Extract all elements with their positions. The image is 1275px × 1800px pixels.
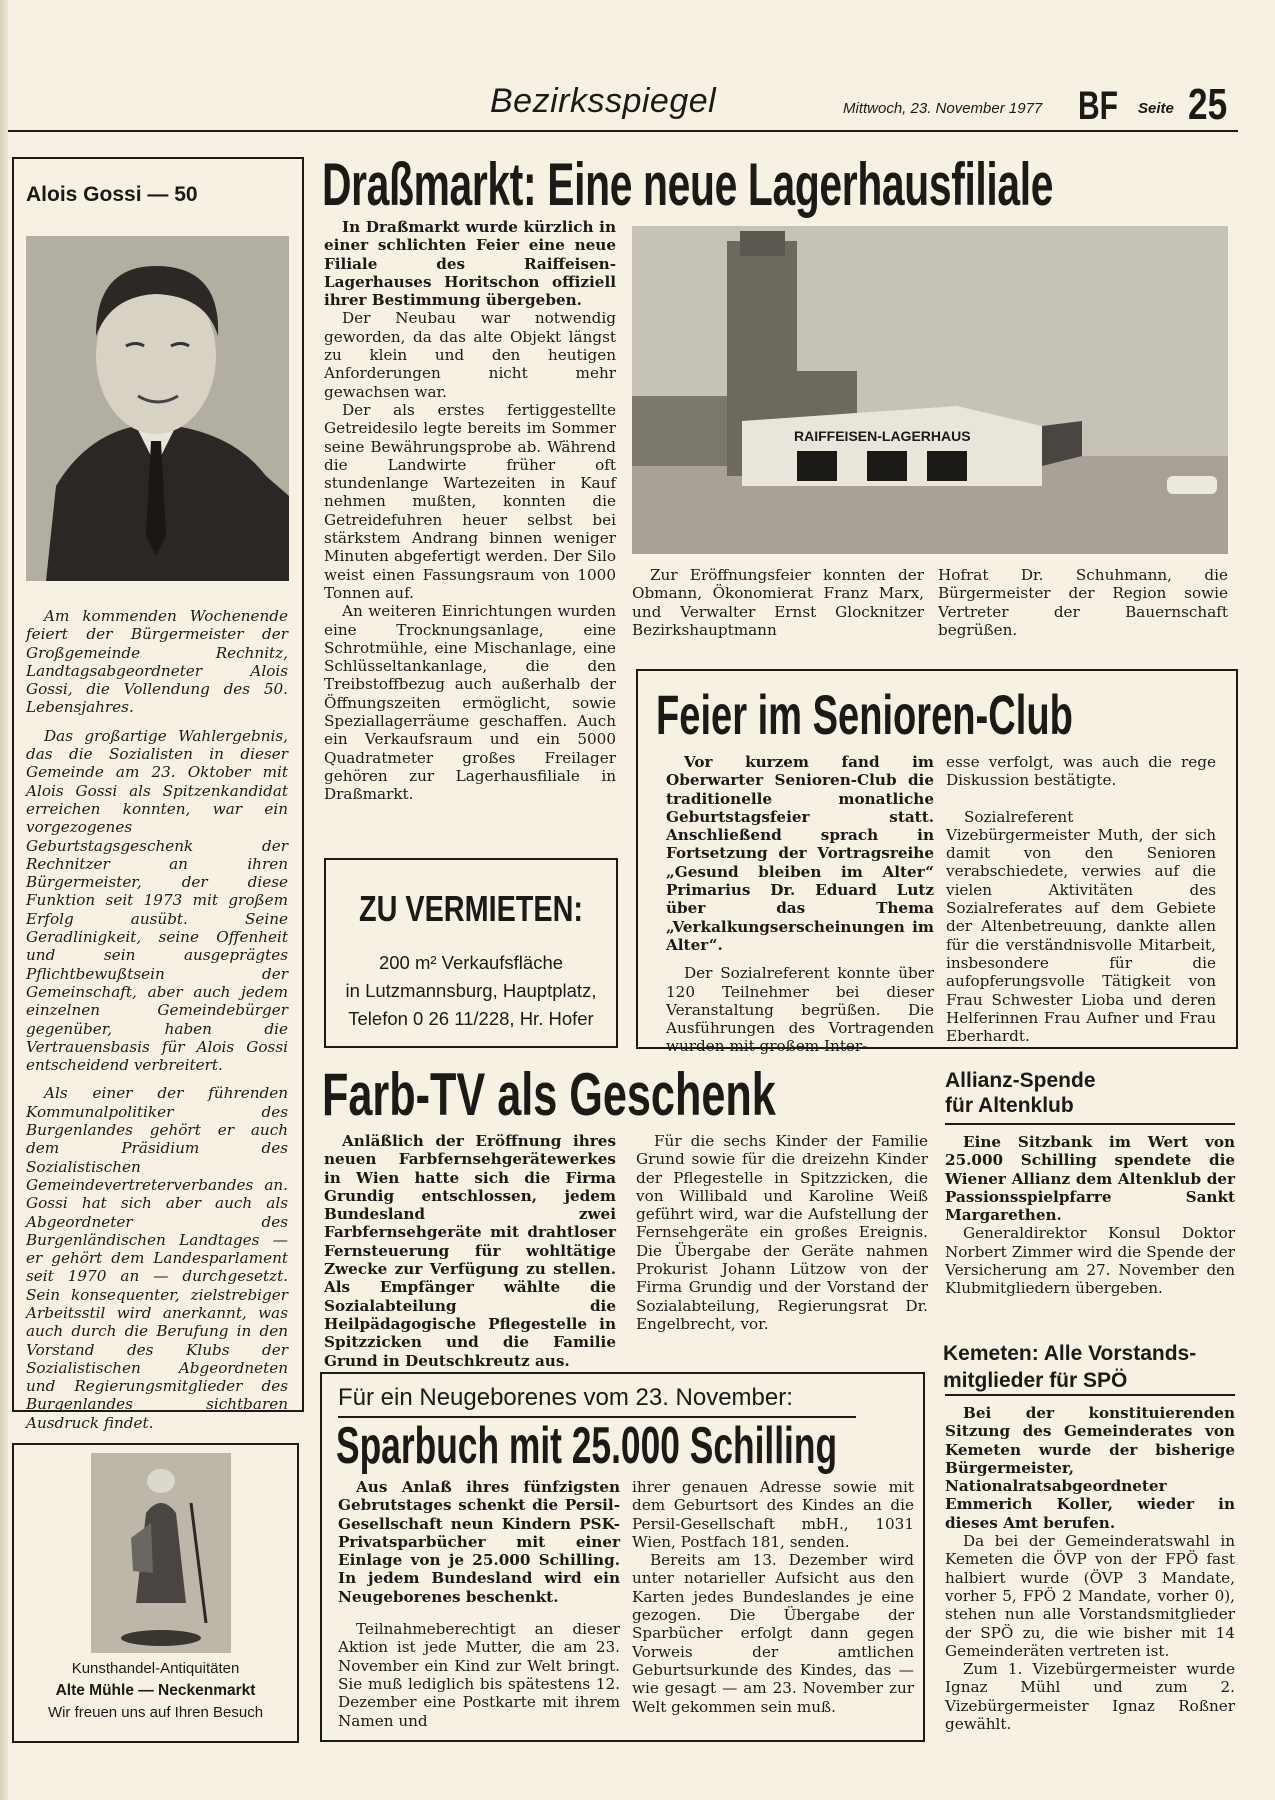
kemeten-paragraph: Da bei der Gemeinderatswahl in Kemeten die ÖVP von der FPÖ fast halbiert wurde (ÖVP 3 Mandate, vorher 5, FPÖ 2 Mandate, vorher 0), stehen nun alle Vorstandsmitglieder der SPÖ zu, die wie bisher mit 14 Gemeinderäten vertreten ist. bbox=[945, 1532, 1235, 1660]
kemeten-headline-line: mitglieder für SPÖ bbox=[943, 1369, 1128, 1392]
allianz-headline-line: für Altenklub bbox=[945, 1094, 1074, 1117]
sparbuch-paragraph-cont: ihrer genauen Adresse sowie mit dem Geburtsort des Kindes an die Persil-Gesellschaft mbH., 1031 Wien, Postfach 181, senden. bbox=[632, 1478, 914, 1551]
page-label: Seite bbox=[1138, 100, 1174, 117]
senioren-headline: Feier im Senioren-Club bbox=[656, 683, 1073, 746]
lagerhaus-illustration bbox=[632, 226, 1228, 554]
sparbuch-article-box bbox=[320, 1372, 925, 1742]
sparbuch-lead: Aus Anlaß ihres fünfzigsten Gebrutstages schenkt die Persil-Gesellschaft neun Kindern PSK-Privatsparbücher mit einer Einlage von je 25.000 Schilling. In jedem Bundesland wird ein Neugeborenes beschenkt. bbox=[338, 1478, 620, 1606]
portrait-illustration bbox=[26, 236, 289, 581]
senioren-paragraph: Sozialreferent Vizebürgermeister Muth, der sich damit von den Senioren verabschiedete, verwies auf die vielen Aktivitäten des Sozialreferates auf dem Gebiete der Altenbetreuung, dankte allen für die verständnisvolle Mitarbeit, insbesondere für die aufopferungsvolle Tätigkeit von Frau Schwester Lioba und deren Helferinnen Frau Aufner und Frau Eberhardt. bbox=[946, 807, 1216, 1046]
drassmarkt-lead: In Draßmarkt wurde kürzlich in einer schlichten Feier eine neue Filiale des Raiffeisen-Lagerhauses Horitschon offiziell ihrer Bestimmung übergeben. bbox=[324, 218, 616, 310]
farbtv-headline: Farb-TV als Geschenk bbox=[322, 1061, 776, 1128]
lagerhaus-photo bbox=[632, 226, 1228, 554]
senioren-paragraph-cont: esse verfolgt, was auch die rege Diskussion bestätigte. bbox=[946, 753, 1216, 790]
allianz-headline bbox=[945, 1068, 1096, 1118]
page-number: 25 bbox=[1188, 80, 1228, 129]
section-title: Bezirksspiegel bbox=[490, 82, 717, 120]
senioren-col1 bbox=[666, 753, 934, 1056]
photo-caption-text: Zur Eröffnungsfeier konnten der Obmann, Ökonomierat Franz Marx, und Verwalter Ernst Glocknitzer Bezirkshauptmann bbox=[632, 566, 924, 639]
antique-figure-photo bbox=[91, 1453, 231, 1653]
drassmarkt-paragraph: Der Neubau war notwendig geworden, da das alte Objekt längst zu klein und den heutigen Anforderungen nicht mehr gewachsen war. bbox=[324, 309, 616, 401]
allianz-body bbox=[945, 1133, 1235, 1298]
gossi-title: Alois Gossi — 50 bbox=[26, 183, 198, 206]
sparbuch-col1 bbox=[338, 1478, 620, 1730]
sparbuch-kicker: Für ein Neugeborenes vom 23. November: bbox=[338, 1384, 793, 1411]
drassmarkt-headline: Draßmarkt: Eine neue Lagerhausfiliale bbox=[322, 151, 1054, 218]
farbtv-col1 bbox=[324, 1132, 616, 1370]
kemeten-rule bbox=[945, 1394, 1235, 1396]
photo-caption-col2 bbox=[938, 566, 1228, 639]
header-rule bbox=[8, 130, 1238, 132]
photo-caption-col1 bbox=[632, 566, 924, 639]
photo-caption-text: Hofrat Dr. Schuhmann, die Bürgermeister der Region sowie Vertreter der Bauernschaft begrüßen. bbox=[938, 566, 1228, 639]
senioren-col2 bbox=[946, 753, 1216, 1045]
antique-shop-ad bbox=[12, 1443, 299, 1743]
gossi-body bbox=[26, 607, 288, 1432]
kemeten-lead: Bei der konstituierenden Sitzung des Gemeinderates von Kemeten wurde der bisherige Bürgermeister, Nationalratsabgeordneter Emmerich Koller, wieder in dieses Amt berufen. bbox=[945, 1404, 1235, 1532]
ad-line-shop-type: Kunsthandel-Antiquitäten bbox=[71, 1660, 240, 1677]
sparbuch-paragraph: Teilnahmeberechtigt an dieser Aktion ist jede Mutter, die am 23. November ein Kind zur Welt bringt. Sie muß lediglich bis spätestens 12. Dezember eine Postkarte mit ihrem Namen und bbox=[338, 1620, 620, 1730]
senioren-lead: Vor kurzem fand im Oberwarter Senioren-Club die traditionelle monatliche Geburtstagsfeier statt. Anschließend sprach in Fortsetzung der Vortragsreihe „Gesund bleiben im Alter“ Primarius Dr. Eduard Lutz über das Thema „Verkalkungserscheinungen im Alter“. bbox=[666, 753, 934, 954]
lagerhaus-sign: RAIFFEISEN-LAGERHAUS bbox=[794, 428, 971, 444]
newspaper-logo: BF bbox=[1078, 84, 1118, 128]
page-edge-shadow bbox=[0, 0, 8, 1800]
senioren-paragraph: Der Sozialreferent konnte über 120 Teilnehmer bei dieser Veranstaltung begrüßen. Die Ausführungen des Vortragenden wurden mit großem Inter- bbox=[666, 964, 934, 1056]
sparbuch-paragraph: Bereits am 13. Dezember wird unter notarieller Aufsicht aus den Karten jedes Bundeslandes je eine gezogen. Die Übergabe der Sparbücher erfolgt dann gegen Vorweis der amtlichen Geburtsurkunde des Kindes, das — wie gesagt — am 23. November zur Welt gekommen sein muß. bbox=[632, 1551, 914, 1716]
rent-ad bbox=[324, 858, 618, 1048]
drassmarkt-body bbox=[324, 218, 616, 804]
ad-line-invitation: Wir freuen uns auf Ihren Besuch bbox=[47, 1704, 264, 1721]
issue-date: Mittwoch, 23. November 1977 bbox=[843, 100, 1043, 117]
gossi-paragraph: Das großartige Wahlergebnis, das die Sozialisten in dieser Gemeinde am 23. Oktober mit Alois Gossi als Spitzenkandidat erreichen konnten, war ein vorgezogenes Geburtstagsgeschenk der Rechnitzer an ihren Bürgermeister, der diese Funktion seit 1973 mit großem Erfolg ausübt. Seine Geradlinigkeit, seine Offenheit und sein ausgeprägtes Pflichtbewußtsein der Gemeinschaft, aber auch jedem einzelnen Gemeindebürger gegenüber, haben die Vertrauensbasis für Alois Gossi entscheidend verbreitert. bbox=[26, 726, 288, 1075]
ad-line-shop-name: Alte Mühle — Neckenmarkt bbox=[55, 1682, 256, 1699]
drassmarkt-paragraph: An weiteren Einrichtungen wurden eine Trocknungsanlage, eine Schrotmühle, eine Mischanlage, eine Schlüsseltankanlage, die den Treibstoffbezug auch außerhalb der Öffnungszeiten ermöglicht, sowie Speziallagerräume geschaffen. Auch ein Verkaufsraum und ein 5000 Quadratmeter großes Freilager gehören zur Lagerhausfiliale in Draßmarkt. bbox=[324, 602, 616, 804]
farbtv-col2 bbox=[636, 1132, 928, 1333]
sparbuch-col2 bbox=[632, 1478, 914, 1716]
gossi-paragraph: Als einer der führenden Kommunalpolitiker des Burgenlandes gehört er auch dem Präsidium des Sozialistischen Gemeindevertreterverbandes an. Gossi hat sich aber auch als Abgeordneter des Burgenländischen Landtages — er gehört dem Landesparlament seit 1970 an — durchgesetzt. Sein konsequenter, zielstrebiger Arbeitsstil wird anerkannt, was auch durch die Berufung in den Vorstand des Klubs der Sozialistischen Abgeordneten und Regierungsmitglieder des Burgenlandes sichtbaren Ausdruck findet. bbox=[26, 1084, 288, 1432]
gossi-paragraph: Am kommenden Wochenende feiert der Bürgermeister der Großgemeinde Rechnitz, Landtagsabgeordneter Alois Gossi, die Vollendung des 50. Lebensjahres. bbox=[26, 607, 288, 717]
gossi-portrait-photo bbox=[26, 236, 289, 581]
allianz-headline-line: Allianz-Spende bbox=[945, 1069, 1096, 1092]
kemeten-headline-line: Kemeten: Alle Vorstands- bbox=[943, 1342, 1197, 1365]
rent-ad-location: in Lutzmannsburg, Hauptplatz, bbox=[345, 980, 597, 1001]
sparbuch-headline: Sparbuch mit 25.000 Schilling bbox=[336, 1417, 838, 1475]
figure-illustration bbox=[91, 1453, 231, 1653]
farbtv-lead: Anläßlich der Eröffnung ihres neuen Farbfernsehgerätewerkes in Wien hatte sich die Firma Grundig entschlossen, jedem Bundesland zwei Farbfernsehgeräte mit drahtloser Fernsteuerung für wohltätige Zwecke zur Verfügung zu stellen. Als Empfänger wählte die Sozialabteilung die Heilpädagogische Pflegestelle in Spitzzicken und die Familie Grund in Deutschkreutz aus. bbox=[324, 1132, 616, 1370]
farbtv-paragraph: Für die sechs Kinder der Familie Grund sowie für die dreizehn Kinder der Pflegestelle in Spitzzicken, die von Willibald und Karoline Weiß geführt wird, war die Aufstellung der Fernsehgeräte ein großes Ereignis. Die Übergabe der Geräte nahmen Prokurist Johann Lützow von der Firma Grundig und der Vorstand der Sozialabteilung, Regierungsrat Dr. Engelbrecht, vor. bbox=[636, 1132, 928, 1333]
drassmarkt-paragraph: Der als erstes fertiggestellte Getreidesilo legte bereits im Sommer seine Bewährungsprobe ab. Während die Landwirte früher oft stundenlange Wartezeiten in Kauf nehmen mußten, konnten die Getreidefuhren heuer selbst bei stärkstem Andrang binnen weniger Minuten abgefertigt werden. Der Silo weist einen Fassungsraum von 1000 Tonnen auf. bbox=[324, 400, 616, 602]
kemeten-paragraph: Zum 1. Vizebürgermeister wurde Ignaz Mühl und zum 2. Vizebürgermeister Ignaz Roßner gewählt. bbox=[945, 1660, 1235, 1734]
kemeten-body bbox=[945, 1404, 1235, 1733]
allianz-lead: Eine Sitzbank im Wert von 25.000 Schilling spendete die Wiener Allianz dem Altenklub der Passionsspielpfarre Sankt Margarethen. bbox=[945, 1133, 1235, 1225]
rent-ad-phone: Telefon 0 26 11/228, Hr. Hofer bbox=[348, 1008, 594, 1029]
allianz-rule bbox=[945, 1123, 1235, 1125]
rent-ad-title: ZU VERMIETEN: bbox=[358, 888, 583, 929]
rent-ad-area: 200 m² Verkaufsfläche bbox=[378, 952, 564, 973]
senioren-article-box bbox=[636, 669, 1238, 1056]
gossi-article-box bbox=[12, 157, 304, 1432]
allianz-paragraph: Generaldirektor Konsul Doktor Norbert Zimmer wird die Spende der Versicherung am 27. November den Klubmitgliedern übergeben. bbox=[945, 1224, 1235, 1298]
kemeten-headline bbox=[943, 1340, 1196, 1394]
